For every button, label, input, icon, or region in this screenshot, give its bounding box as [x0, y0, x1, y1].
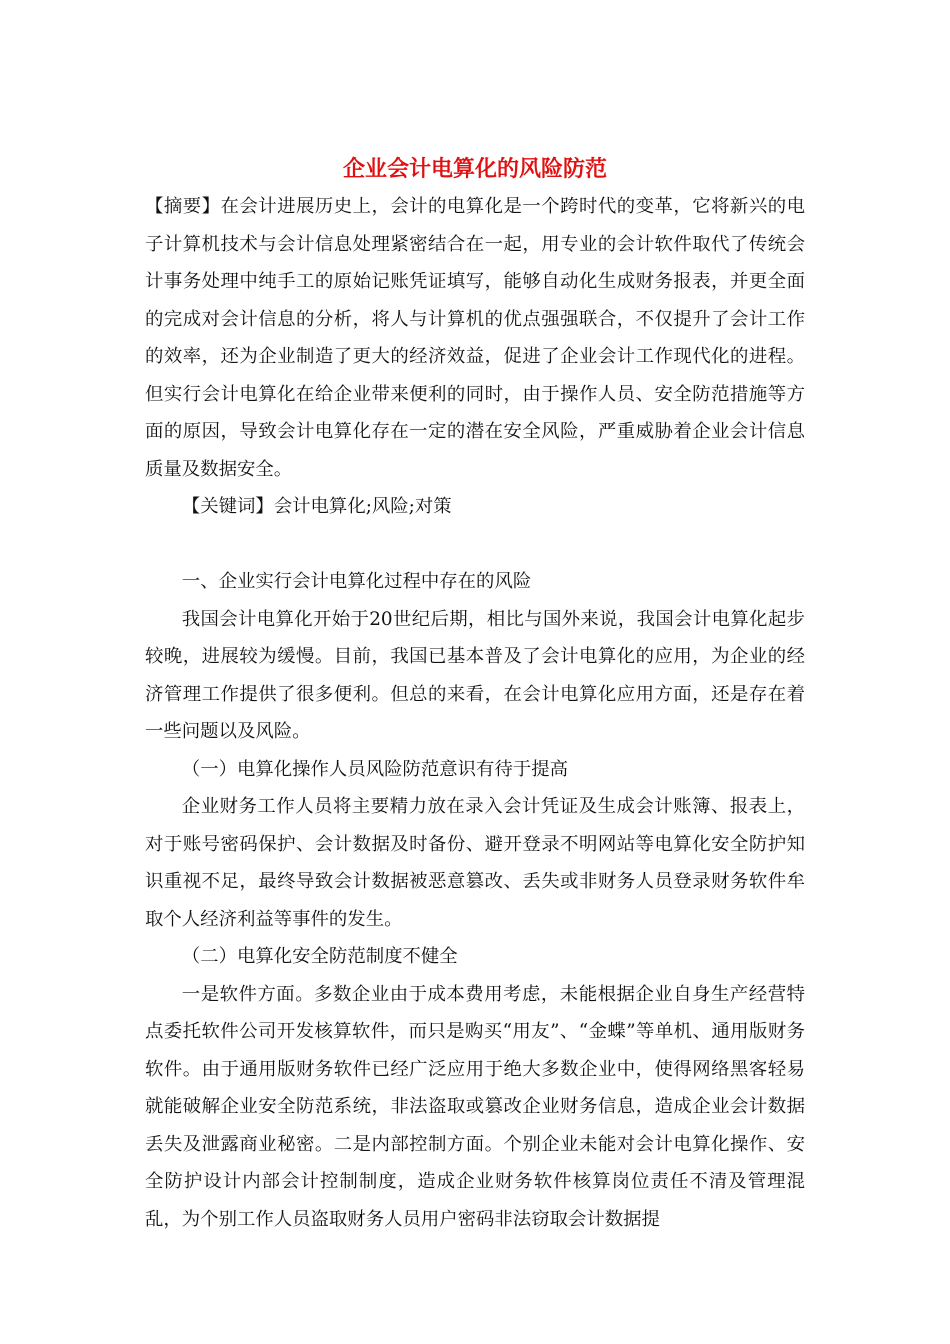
- subsection-heading: （一）电算化操作人员风险防范意识有待于提高: [181, 758, 569, 780]
- subsection-heading: （二）电算化安全防范制度不健全: [181, 946, 458, 967]
- section-heading: 一、企业实行会计电算化过程中存在的风险: [181, 571, 532, 592]
- document-title: 企业会计电算化的风险防范: [342, 156, 607, 182]
- abstract-paragraph: 【摘要】在会计进展历史上，会计的电算化是一个跨时代的变革，它将新兴的电子计算机技术与会计信息处理紧密结合在一起，用专业的会计软件取代了传统会计事务处理中纯手工的原始记账凭证填写，能够自动化生成财务报表，并更全面的完成对会计信息的分析，将人与计算机的优点强强联合，不仅提升了会计工作的效率，还为企业制造了更大的经济效益，促进了企业会计工作现代化的进程。但实行会计电算化在给企业带来便利的同时，由于操作人员、安全防范措施等方面的原因，导致会计电算化存在一定的潜在安全风险，严重威胁着企业会计信息质量及数据安全。: [145, 196, 805, 480]
- body-paragraph: 我国会计电算化开始于20世纪后期，相比与国外来说，我国会计电算化起步较晚，进展较为缓慢。目前，我国已基本普及了会计电算化的应用，为企业的经济管理工作提供了很多便利。但总的来看，在会计电算化应用方面，还是存在着一些问题以及风险。: [145, 608, 805, 742]
- body-paragraph: 企业财务工作人员将主要精力放在录入会计凭证及生成会计账簿、报表上，对于账号密码保护、会计数据及时备份、避开登录不明网站等电算化安全防护知识重视不足，最终导致会计数据被恶意篡改、丢失或非财务人员登录财务软件牟取个人经济利益等事件的发生。: [145, 796, 805, 930]
- keywords-line: 【关键词】会计电算化;风险;对策: [181, 496, 452, 517]
- document-body: [145, 150, 805, 1238]
- blank-line: [145, 526, 805, 564]
- body-paragraph: 一是软件方面。多数企业由于成本费用考虑，未能根据企业自身生产经营特点委托软件公司开发核算软件，而只是购买“用友”、“金蝶”等单机、通用版财务软件。由于通用版财务软件已经广泛应用于绝大多数企业中，使得网络黑客轻易就能破解企业安全防范系统，非法盗取或篡改企业财务信息，造成企业会计数据丢失及泄露商业秘密。二是内部控制方面。个别企业未能对会计电算化操作、安全防护设计内部会计控制制度，造成企业财务软件核算岗位责任不清及管理混乱，为个别工作人员盗取财务人员用户密码非法窃取会计数据提: [145, 983, 805, 1230]
